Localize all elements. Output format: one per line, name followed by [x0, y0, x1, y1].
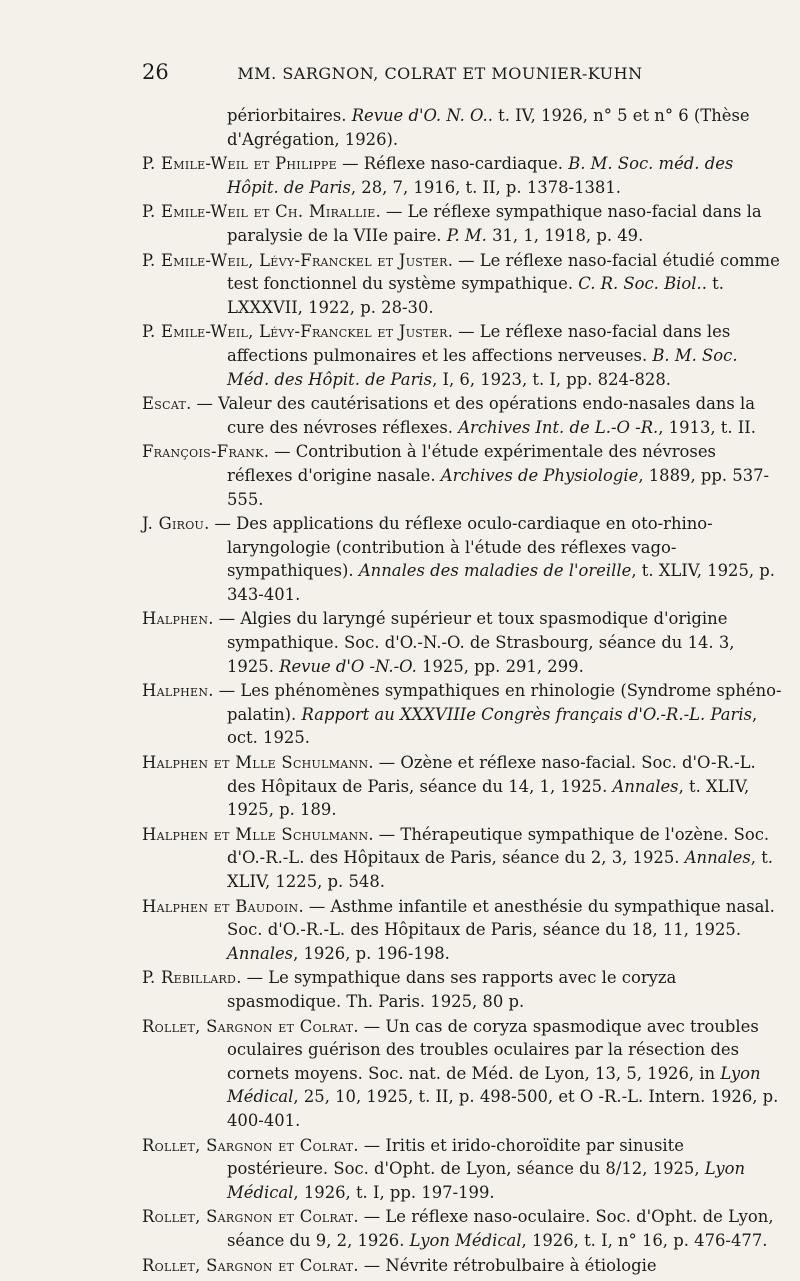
reference-entry: Rollet, Sargnon et Colrat. — Le réflexe naso-oculaire. Soc. d'Opht. de Lyon, séance du 9, 2, 1926. Lyon Médical, 1926, t. I, n° 16, p. 476-477. — [142, 1207, 774, 1250]
reference-authors: Halphen et Mlle Schulmann — [142, 824, 369, 844]
reference-entry: P. Emile-Weil et Ch. Mirallie. — Le réflexe sympathique naso-facial dans la paralysie de la VIIe paire. P. M. 31, 1, 1918, p. 49. — [142, 202, 762, 245]
reference-entry: périorbitaires. Revue d'O. N. O.. t. IV, 1926, n° 5 et n° 6 (Thèse d'Agrégation, 1926). — [227, 106, 750, 149]
reference-authors: Halphen — [142, 681, 209, 701]
reference-entry: François-Frank. — Contribution à l'étude expérimentale des névroses réflexes d'origine nasale. Archives de Physiologie, 1889, pp. 537-555. — [142, 442, 770, 509]
reference-authors: Halphen et Mlle Schulmann — [142, 753, 369, 773]
reference-entry: P. Rebillard. — Le sympathique dans ses rapports avec le coryza spasmodique. Th. Paris. 1925, 80 p. — [142, 968, 677, 1011]
reference-entry: Halphen et Baudoin. — Asthme infantile et anesthésie du sympathique nasal. Soc. d'O.-R.-L. des Hôpitaux de Paris, séance du 18, 11, 1925. Annales, 1926, p. 196-198. — [142, 896, 775, 963]
reference-authors: P. Emile-Weil, Lévy-Franckel et Juster — [142, 250, 448, 270]
reference-entry: Halphen. — Les phénomènes sympathiques en rhinologie (Syndrome sphéno-palatin). Rapport au XXXVIIIe Congrès français d'O.-R.-L. Paris, oct. 1925. — [142, 681, 782, 748]
reference-authors: Escat — [142, 394, 187, 414]
reference-entry: Escat. — Valeur des cautérisations et des opérations endo-nasales dans la cure des névroses réflexes. Archives Int. de L.-O -R., 1913, t. II. — [142, 394, 756, 437]
reference-entry: Halphen. — Algies du laryngé supérieur et toux spasmodique d'origine sympathique. Soc. d'O.-N.-O. de Strasbourg, séance du 14. 3, 1925. Revue d'O -N.-O. 1925, pp. 291, 299. — [142, 609, 735, 676]
reference-entry: P. Emile-Weil, Lévy-Franckel et Juster. — Le réflexe naso-facial étudié comme test fonctionnel du système sympathique. C. R. Soc. Biol.. t. LXXXVII, 1922, p. 28-30. — [142, 250, 780, 317]
reference-authors: Halphen — [142, 609, 209, 629]
reference-list — [142, 104, 782, 1278]
running-title: MM. SARGNON, COLRAT ET MOUNIER-KUHN — [237, 64, 643, 83]
reference-authors: J. Girou — [142, 514, 205, 534]
reference-entry: Rollet, Sargnon et Colrat. — Névrite rétrobulbaire à étiologie — [142, 1255, 657, 1275]
reference-entry: J. Girou. — Des applications du réflexe oculo-cardiaque en oto-rhino-laryngologie (contribution à l'étude des réflexes vago-sympathiques). Annales des maladies de l'oreille, t. XLIV, 1925, p. 343-401. — [142, 514, 775, 604]
reference-authors: P. Rebillard — [142, 968, 237, 988]
reference-authors: Rollet, Sargnon et Colrat — [142, 1207, 354, 1227]
reference-entry: Halphen et Mlle Schulmann. — Thérapeutique sympathique de l'ozène. Soc. d'O.-R.-L. des Hôpitaux de Paris, séance du 2, 3, 1925. Annales, t. XLIV, 1225, p. 548. — [142, 824, 773, 891]
reference-entry: Rollet, Sargnon et Colrat. — Iritis et irido-choroïdite par sinusite postérieure. Soc. d'Opht. de Lyon, séance du 8/12, 1925, Lyon Médical, 1926, t. I, pp. 197-199. — [142, 1135, 746, 1202]
reference-entry: Halphen et Mlle Schulmann. — Ozène et réflexe naso-facial. Soc. d'O-R.-L. des Hôpitaux de Paris, séance du 14, 1, 1925. Annales, t. XLIV, 1925, p. 189. — [142, 753, 756, 820]
reference-authors: Rollet, Sargnon et Colrat — [142, 1016, 354, 1036]
reference-authors: P. Emile-Weil et Philippe — [142, 154, 337, 174]
reference-entry: P. Emile-Weil, Lévy-Franckel et Juster. — Le réflexe naso-facial dans les affections pulmonaires et les affections nerveuses. B. M. Soc. Méd. des Hôpit. de Paris, I, 6, 1923, t. I, pp. 824-828. — [142, 322, 738, 389]
reference-authors: Rollet, Sargnon et Colrat — [142, 1135, 354, 1155]
reference-entry: P. Emile-Weil et Philippe — Réflexe naso-cardiaque. B. M. Soc. méd. des Hôpit. de Paris, 28, 7, 1916, t. II, p. 1378-1381. — [142, 154, 734, 197]
reference-authors: P. Emile-Weil, Lévy-Franckel et Juster — [142, 322, 448, 342]
page-number: 26 — [142, 60, 169, 84]
reference-authors: François-Frank — [142, 442, 264, 462]
reference-authors: Rollet, Sargnon et Colrat — [142, 1255, 354, 1275]
reference-entry: Rollet, Sargnon et Colrat. — Un cas de coryza spasmodique avec troubles oculaires guérison des troubles oculaires par la résection des cornets moyens. Soc. nat. de Méd. de Lyon, 13, 5, 1926, in Lyon Médical, 25, 10, 1925, t. II, p. 498-500, et O -R.-L. Intern. 1926, p. 400-401. — [142, 1016, 779, 1130]
reference-authors: Halphen et Baudoin — [142, 896, 299, 916]
reference-authors: P. Emile-Weil et Ch. Mirallie — [142, 202, 376, 222]
